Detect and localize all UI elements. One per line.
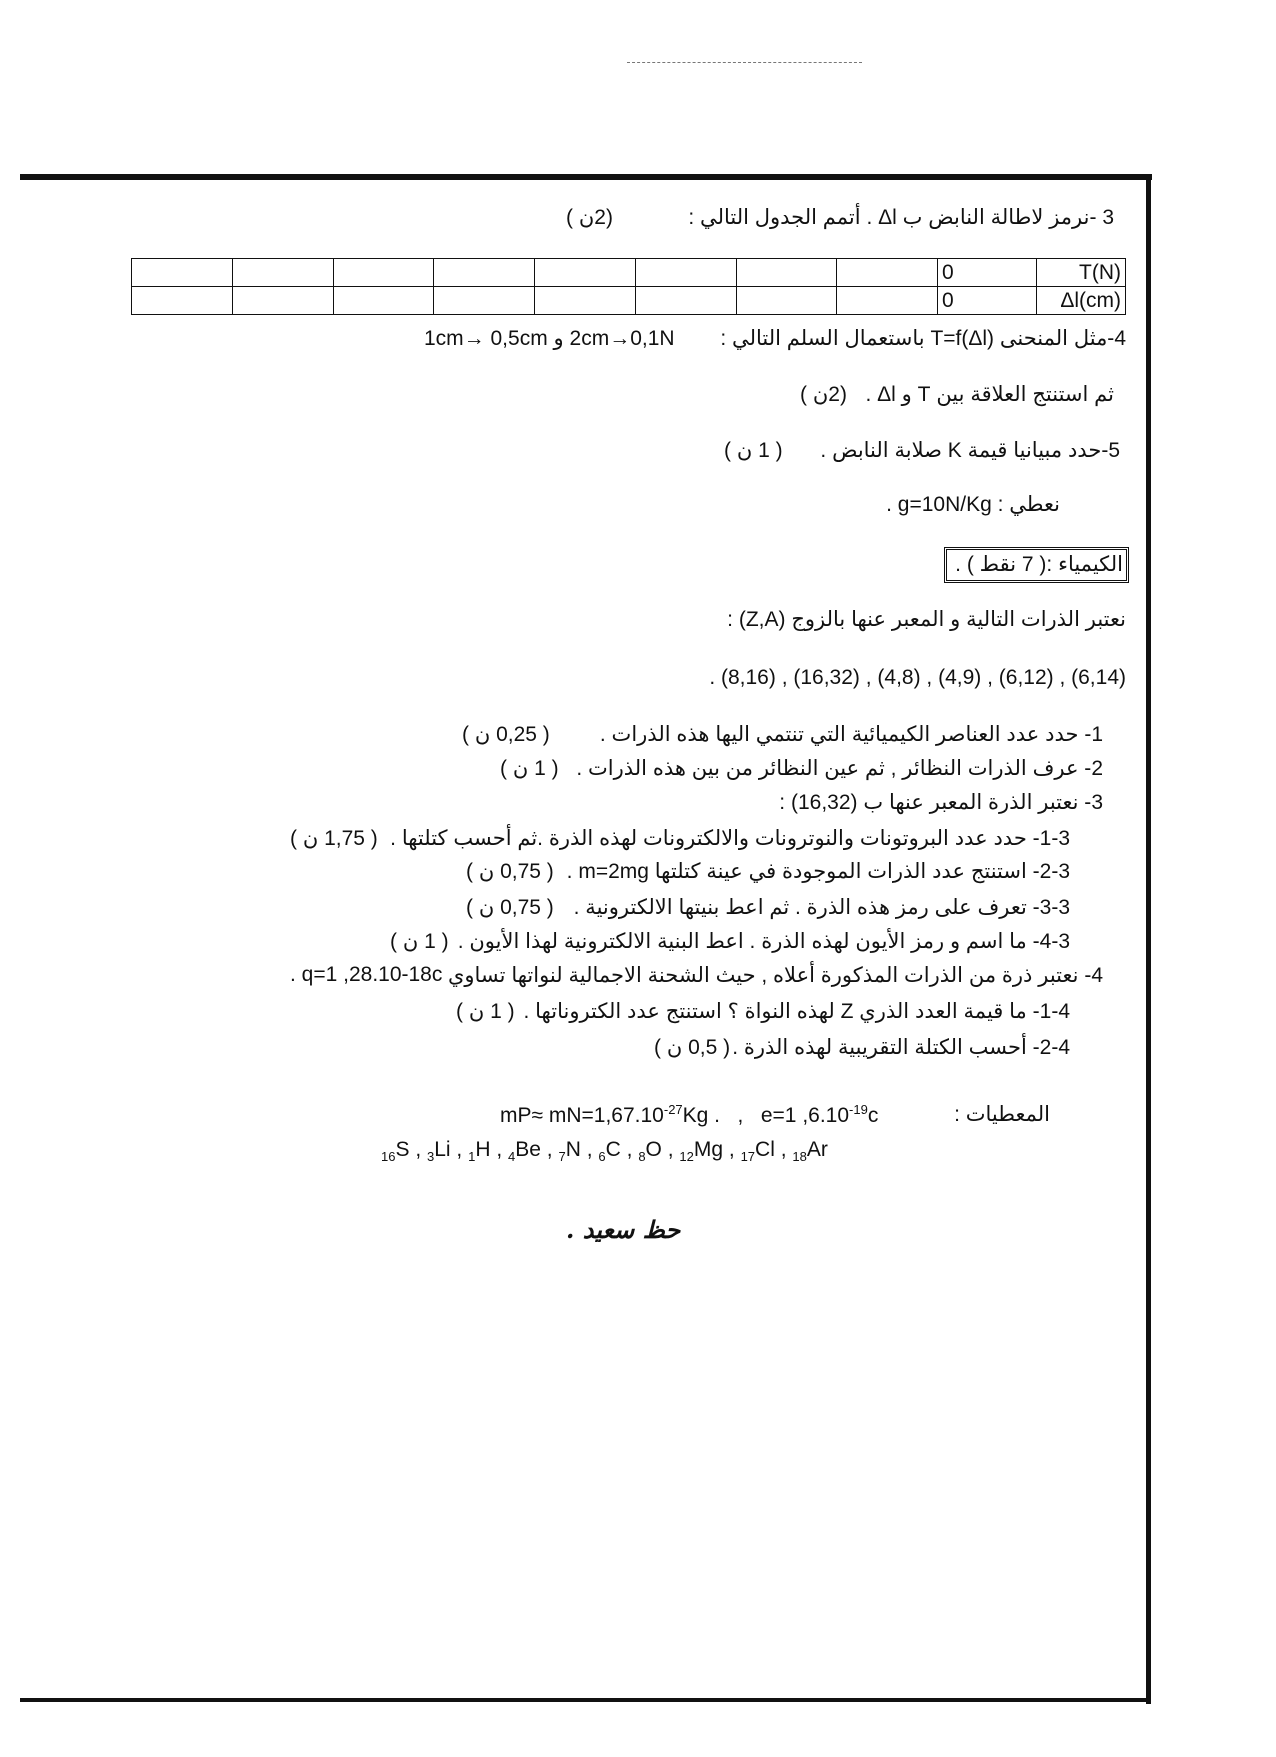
question-5-text: 5-حدد مبيانيا قيمة K صلابة النابض . xyxy=(820,439,1120,462)
row-label: Δl(cm) xyxy=(1037,287,1126,315)
question-points: ( 1 ن ) xyxy=(500,757,559,780)
mass-constant: $mP\approx mN=1,67.10^{-27}Kg$ . xyxy=(500,1102,721,1127)
question-3-points: (2ن ) xyxy=(566,206,613,229)
element-symbol: $_{16}$S xyxy=(381,1138,410,1165)
element-symbol: $_4$Be xyxy=(508,1138,541,1165)
question-text: 2-4- أحسب الكتلة التقريبية لهذه الذرة . xyxy=(732,1036,1070,1059)
constants: $mP\approx mN=1,67.10^{-27}Kg$ . , e=1 $,6.10^{-19}c$ xyxy=(500,1102,879,1127)
question-points: ( 0,25 ن ) xyxy=(462,723,550,746)
question-points: q=1 ,28.10-18c . xyxy=(290,963,443,986)
table-row xyxy=(132,259,1126,287)
question-points: ( 1 ن ) xyxy=(456,1000,515,1023)
question-points: ( 0,75 ن ) xyxy=(466,896,554,919)
element-symbol: $_{12}$Mg xyxy=(679,1138,724,1165)
question-text: 2-3- استنتج عدد الذرات الموجودة في عينة كتلتها m=2mg . xyxy=(566,860,1070,883)
element-symbol: $_{18}$Ar xyxy=(792,1138,828,1165)
element-list: $_{16}$S , $_3$Li , $_1$H , $_4$Be , $_7$N , $_6$C , $_8$O , $_{12}$Mg , $_{17}$Cl , $_{18}$Ar xyxy=(381,1138,828,1165)
chemistry-header: الكيمياء :( 7 نقط ) . xyxy=(944,547,1129,583)
header-dashes xyxy=(627,62,862,63)
question-text: 3-3- تعرف على رمز هذه الذرة . ثم اعط بنيتها الالكترونية . xyxy=(573,896,1070,919)
element-symbol: $_3$Li xyxy=(427,1138,451,1165)
question-points: ( 0,75 ن ) xyxy=(466,860,554,883)
bottom-rule xyxy=(20,1698,1151,1702)
question-points: ( 1 ن ) xyxy=(390,930,449,953)
element-symbol: $_6$C xyxy=(598,1138,621,1165)
question-3-text: 3 -نرمز لاطالة النابض ب Δl . أتمم الجدول التالي : xyxy=(688,206,1114,229)
given-g: نعطي : g=10N/Kg . xyxy=(886,493,1060,516)
question-text: 1-4- ما قيمة العدد الذري Z لهذه النواة ؟ استنتج عدد الكتروناتها . xyxy=(523,1000,1070,1023)
chemistry-intro: نعتبر الذرات التالية و المعبر عنها بالزوج (Z,A) : xyxy=(727,608,1126,631)
question-text: 2- عرف الذرات النظائر , ثم عين النظائر من بين هذه الذرات . xyxy=(576,757,1103,780)
atom-pairs: . (8,16) , (16,32) , (4,8) , (4,9) , (6,12) , (6,14) xyxy=(709,666,1126,689)
data-label: المعطيات : xyxy=(954,1103,1050,1126)
row-label: T(N) xyxy=(1037,259,1126,287)
spring-table xyxy=(131,258,1126,315)
question-text: 4-3- ما اسم و رمز الأيون لهذه الذرة . اعط البنية الالكترونية لهذا الأيون . xyxy=(457,930,1070,953)
element-symbol: $_7$N xyxy=(558,1138,581,1165)
right-border xyxy=(1146,174,1151,1704)
question-points: ( 0,5 ن ) xyxy=(654,1036,731,1059)
question-text: 1- حدد عدد العناصر الكيميائية التي تنتمي اليها هذه الذرات . xyxy=(599,723,1103,746)
table-row xyxy=(132,287,1126,315)
question-4b-points: (2ن ) xyxy=(800,383,847,406)
question-text: 3- نعتبر الذرة المعبر عنها ب (16,32) : xyxy=(779,791,1103,814)
cell: 0 xyxy=(938,287,1037,315)
signature: حظ سعيد . xyxy=(566,1215,681,1244)
top-rule xyxy=(20,174,1152,180)
element-symbol: $_1$H xyxy=(468,1138,491,1165)
question-points: ( 1,75 ن ) xyxy=(290,827,378,850)
element-symbol: $_8$O xyxy=(638,1138,662,1165)
element-symbol: $_{17}$Cl xyxy=(740,1138,775,1165)
question-4-text: 4-مثل المنحنى T=f(Δl) باستعمال السلم التالي : xyxy=(720,327,1126,350)
question-4-scale: 2cm→0,1N و 1cm→ 0,5cm xyxy=(424,327,675,350)
cell: 0 xyxy=(938,259,1037,287)
question-text: 4- نعتبر ذرة من الذرات المذكورة أعلاه , حيث الشحنة الاجمالية لنواتها تساوي xyxy=(447,964,1103,987)
question-5-points: ( 1 ن ) xyxy=(724,439,783,462)
question-4b-text: ثم استنتج العلاقة بين T و Δl . xyxy=(865,383,1114,406)
charge-constant: e=1 $,6.10^{-19}c$ xyxy=(760,1102,879,1127)
question-text: 1-3- حدد عدد البروتونات والنوترونات والالكترونات لهذه الذرة .ثم أحسب كتلتها . xyxy=(390,827,1070,850)
